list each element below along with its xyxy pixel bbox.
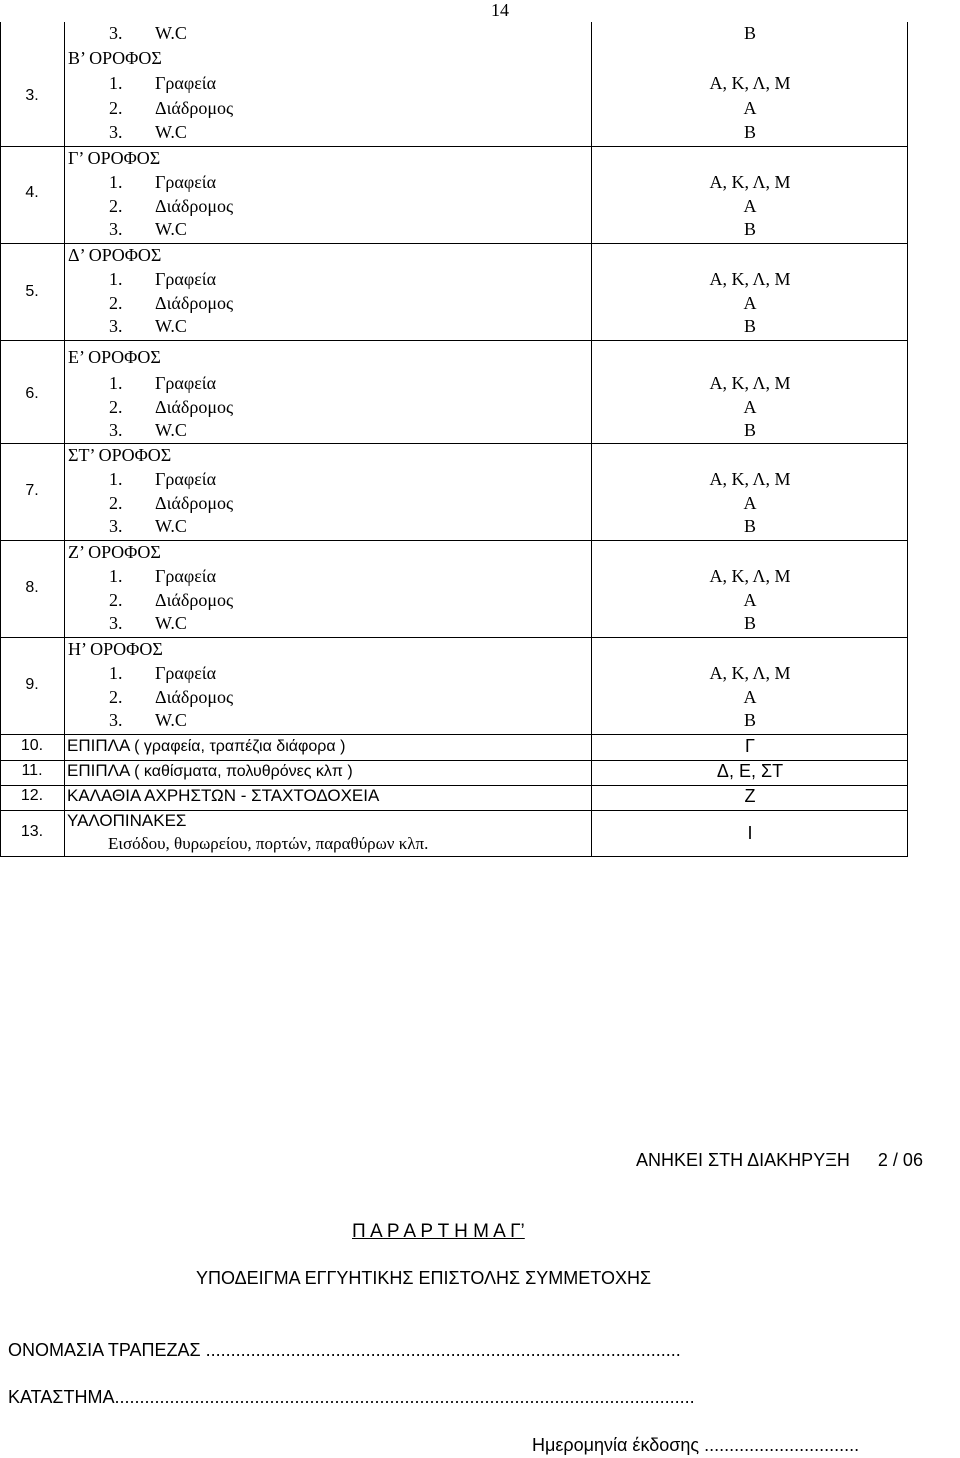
item-name: W.C bbox=[155, 23, 187, 43]
table-border-col1 bbox=[64, 22, 65, 857]
item-index: 2. bbox=[109, 493, 123, 513]
item-code: Α, Κ, Λ, Μ bbox=[709, 269, 791, 289]
item-index: 2. bbox=[109, 98, 123, 118]
item-name: Διάδρομος bbox=[155, 196, 234, 216]
misc-item-title: ΕΠΙΠΛΑ bbox=[67, 761, 130, 780]
item-index: 3. bbox=[109, 516, 123, 536]
misc-item-detail: Εισόδου, θυρωρείου, πορτών, παραθύρων κλπ. bbox=[108, 834, 429, 853]
item-code: Γ bbox=[745, 736, 755, 756]
item-code: Α, Κ, Λ, Μ bbox=[709, 469, 791, 489]
item-code: Ζ bbox=[744, 786, 756, 806]
item-name: W.C bbox=[155, 613, 187, 633]
declaration-label: ΑΝΗΚΕΙ ΣΤΗ ΔΙΑΚΗΡΥΞΗ bbox=[636, 1150, 850, 1170]
table-border-row bbox=[0, 243, 908, 244]
table-border-bottom bbox=[0, 856, 908, 857]
misc-item-title: ΥΑΛΟΠΙΝΑΚΕΣ bbox=[67, 811, 187, 830]
item-code: Δ, Ε, ΣΤ bbox=[716, 761, 784, 781]
bank-name-field: ΟΝΟΜΑΣΙΑ ΤΡΑΠΕΖΑΣ ............................................................................................... bbox=[8, 1340, 681, 1360]
row-number: 4. bbox=[25, 184, 39, 201]
table-border-row bbox=[0, 443, 908, 444]
item-code: Α bbox=[743, 397, 757, 417]
item-index: 2. bbox=[109, 293, 123, 313]
floor-title: Β’ ΟΡΟΦΟΣ bbox=[68, 48, 162, 68]
item-index: 1. bbox=[109, 73, 123, 93]
item-index: 2. bbox=[109, 687, 123, 707]
item-index: 2. bbox=[109, 196, 123, 216]
row-number: 5. bbox=[25, 283, 39, 300]
item-name: Γραφεία bbox=[155, 373, 217, 393]
row-number: 9. bbox=[25, 676, 39, 693]
item-code: B bbox=[743, 613, 756, 633]
item-code: Α, Κ, Λ, Μ bbox=[709, 73, 791, 93]
floor-title: Δ’ ΟΡΟΦΟΣ bbox=[68, 245, 162, 265]
item-code: Α bbox=[743, 590, 757, 610]
item-name: Διάδρομος bbox=[155, 397, 234, 417]
floor-title: Γ’ ΟΡΟΦΟΣ bbox=[68, 148, 161, 168]
table-border-left bbox=[0, 22, 1, 857]
item-code: Α bbox=[743, 687, 757, 707]
item-index: 3. bbox=[109, 122, 123, 142]
item-code: Α bbox=[743, 493, 757, 513]
item-name: W.C bbox=[155, 316, 187, 336]
item-index: 3. bbox=[109, 219, 123, 239]
misc-item-detail: ( γραφεία, τραπέζια διάφορα ) bbox=[134, 738, 346, 755]
item-name: Διάδρομος bbox=[155, 293, 234, 313]
misc-item-title: ΚΑΛΑΘΙΑ ΑΧΡΗΣΤΩΝ - ΣΤΑΧΤΟΔΟΧΕΙΑ bbox=[67, 786, 380, 805]
issue-date-field: Ημερομηνία έκδοσης ............................... bbox=[532, 1435, 860, 1455]
item-code: Α, Κ, Λ, Μ bbox=[709, 172, 791, 192]
item-index: 1. bbox=[109, 469, 123, 489]
item-index: 3. bbox=[109, 613, 123, 633]
document-subtitle: ΥΠΟΔΕΙΓΜΑ ΕΓΓΥΗΤΙΚΗΣ ΕΠΙΣΤΟΛΗΣ ΣΥΜΜΕΤΟΧΗΣ bbox=[196, 1268, 652, 1288]
item-index: 3. bbox=[109, 316, 123, 336]
item-code: B bbox=[743, 122, 756, 142]
item-index: 3. bbox=[109, 420, 123, 440]
item-index: 1. bbox=[109, 172, 123, 192]
item-name: W.C bbox=[155, 420, 187, 440]
row-number: 7. bbox=[25, 482, 39, 499]
row-number: 12. bbox=[20, 787, 44, 804]
table-border-row bbox=[0, 340, 908, 341]
item-name: Διάδρομος bbox=[155, 98, 234, 118]
floor-title: Ε’ ΟΡΟΦΟΣ bbox=[68, 347, 161, 367]
item-name: Γραφεία bbox=[155, 269, 217, 289]
item-index: 1. bbox=[109, 373, 123, 393]
item-name: W.C bbox=[155, 710, 187, 730]
row-number: 6. bbox=[25, 385, 39, 402]
item-code: Α bbox=[743, 98, 757, 118]
item-name: Διάδρομος bbox=[155, 687, 234, 707]
item-code: B bbox=[743, 23, 756, 43]
item-index: 3. bbox=[109, 23, 123, 43]
item-name: W.C bbox=[155, 122, 187, 142]
item-index: 1. bbox=[109, 566, 123, 586]
row-number: 10. bbox=[20, 737, 44, 754]
page-number: 14 bbox=[491, 0, 509, 20]
item-code: B bbox=[743, 316, 756, 336]
floor-title: Η’ ΟΡΟΦΟΣ bbox=[68, 639, 163, 659]
item-index: 1. bbox=[109, 663, 123, 683]
misc-row-text bbox=[67, 736, 345, 756]
item-code: B bbox=[743, 516, 756, 536]
misc-item-title: ΕΠΙΠΛΑ bbox=[67, 736, 130, 755]
item-name: Διάδρομος bbox=[155, 493, 234, 513]
branch-field: ΚΑΤΑΣΤΗΜΑ.................................................................................................................... bbox=[8, 1387, 695, 1407]
item-code: Α, Κ, Λ, Μ bbox=[709, 663, 791, 683]
row-number: 8. bbox=[25, 579, 39, 596]
item-code: B bbox=[743, 219, 756, 239]
item-index: 2. bbox=[109, 590, 123, 610]
floor-title: ΣΤ’ ΟΡΟΦΟΣ bbox=[68, 445, 172, 465]
row-number: 11. bbox=[21, 762, 43, 779]
item-name: W.C bbox=[155, 516, 187, 536]
item-code: Α bbox=[743, 196, 757, 216]
table-border-row bbox=[0, 637, 908, 638]
misc-row-text bbox=[67, 786, 379, 806]
item-index: 2. bbox=[109, 397, 123, 417]
item-index: 3. bbox=[109, 710, 123, 730]
item-name: W.C bbox=[155, 219, 187, 239]
table-border-row bbox=[0, 734, 908, 735]
item-name: Γραφεία bbox=[155, 73, 217, 93]
item-code: Α, Κ, Λ, Μ bbox=[709, 373, 791, 393]
item-code: Ι bbox=[747, 823, 753, 843]
item-name: Γραφεία bbox=[155, 663, 217, 683]
item-name: Γραφεία bbox=[155, 172, 217, 192]
table-border-row bbox=[0, 146, 908, 147]
item-code: B bbox=[743, 420, 756, 440]
item-name: Διάδρομος bbox=[155, 590, 234, 610]
misc-item-detail: ( καθίσματα, πολυθρόνες κλπ ) bbox=[134, 763, 353, 780]
item-code: Α, Κ, Λ, Μ bbox=[709, 566, 791, 586]
item-code: Α bbox=[743, 293, 757, 313]
table-border-row bbox=[0, 540, 908, 541]
item-code: B bbox=[743, 710, 756, 730]
declaration-reference bbox=[636, 1150, 923, 1171]
row-number: 3. bbox=[25, 87, 39, 104]
item-name: Γραφεία bbox=[155, 566, 217, 586]
floor-title: Ζ’ ΟΡΟΦΟΣ bbox=[68, 542, 161, 562]
misc-row-text bbox=[67, 761, 353, 781]
annex-title: Π Α Ρ Α Ρ Τ Η Μ Α Γ’ bbox=[352, 1221, 525, 1242]
item-name: Γραφεία bbox=[155, 469, 217, 489]
declaration-number: 2 / 06 bbox=[877, 1150, 923, 1170]
row-number: 13. bbox=[20, 823, 44, 840]
item-index: 1. bbox=[109, 269, 123, 289]
